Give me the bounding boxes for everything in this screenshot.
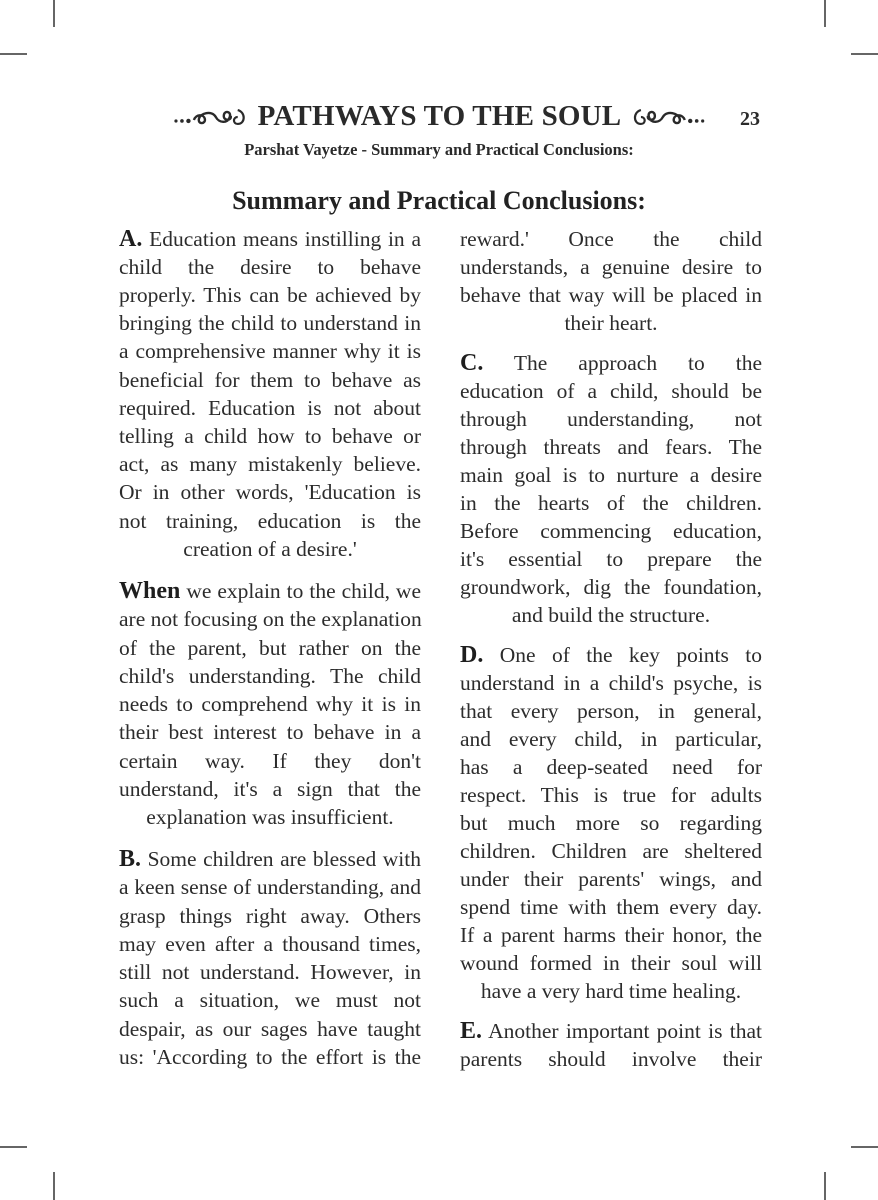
paragraph-first-line bbox=[460, 641, 762, 669]
paragraph-lead: D. bbox=[460, 642, 484, 668]
line-text: despair, as our sages have taught bbox=[119, 1017, 421, 1041]
line-text: we explain to the child, we bbox=[180, 579, 421, 603]
text-line bbox=[119, 930, 421, 958]
line-text: creation of a desire.' bbox=[183, 537, 357, 561]
text-line bbox=[119, 422, 421, 450]
text-line bbox=[460, 809, 762, 837]
line-text: telling a child how to behave or bbox=[119, 424, 421, 448]
text-line bbox=[460, 489, 762, 517]
line-text: it's essential to prepare the bbox=[460, 547, 762, 571]
line-text: certain way. If they don't bbox=[119, 749, 421, 773]
paragraph-first-line bbox=[119, 845, 421, 873]
line-text: main goal is to nurture a desire bbox=[460, 463, 762, 487]
ornament-right-icon bbox=[627, 104, 707, 128]
text-line bbox=[460, 281, 762, 309]
text-line bbox=[460, 753, 762, 781]
crop-mark bbox=[53, 0, 55, 27]
text-line bbox=[119, 803, 421, 831]
text-line bbox=[460, 725, 762, 753]
line-text: groundwork, dig the foundation, bbox=[460, 575, 762, 599]
line-text: wound formed in their soul will bbox=[460, 951, 762, 975]
paragraph-lead: E. bbox=[460, 1018, 483, 1044]
text-line bbox=[460, 893, 762, 921]
line-text: Before commencing education, bbox=[460, 519, 762, 543]
line-text: beneficial for them to behave as bbox=[119, 368, 421, 392]
line-text: respect. This is true for adults bbox=[460, 783, 762, 807]
crop-mark bbox=[851, 1146, 878, 1148]
text-line bbox=[119, 507, 421, 535]
line-text: through understanding, not bbox=[460, 407, 762, 431]
text-line bbox=[119, 253, 421, 281]
book-title: PATHWAYS TO THE SOUL bbox=[257, 99, 622, 132]
line-text: and every child, in particular, bbox=[460, 727, 762, 751]
text-line bbox=[460, 461, 762, 489]
line-text: understands, a genuine desire to bbox=[460, 255, 762, 279]
text-line bbox=[460, 377, 762, 405]
line-text: education of a child, should be bbox=[460, 379, 762, 403]
text-line bbox=[460, 1045, 762, 1073]
page-number: 23 bbox=[740, 108, 760, 130]
line-text: and build the structure. bbox=[511, 603, 711, 627]
text-line bbox=[460, 573, 762, 601]
text-line bbox=[119, 450, 421, 478]
line-text: their best interest to behave in a bbox=[119, 720, 421, 744]
line-text: Another important point is that bbox=[482, 1019, 762, 1043]
line-text: but much more so regarding bbox=[460, 811, 762, 835]
text-line bbox=[119, 873, 421, 901]
line-text: One of the key points to bbox=[483, 643, 762, 667]
text-line bbox=[460, 697, 762, 725]
text-line bbox=[119, 902, 421, 930]
paragraph-lead: B. bbox=[119, 846, 142, 872]
text-line bbox=[460, 669, 762, 697]
line-text: act, as many mistakenly believe. bbox=[119, 452, 421, 476]
text-line bbox=[460, 865, 762, 893]
line-text: spend time with them every day. bbox=[460, 895, 762, 919]
line-text: under their parents' wings, and bbox=[460, 867, 762, 891]
line-text: us: 'According to the effort is the bbox=[119, 1045, 421, 1069]
line-text: are not focusing on the explanation bbox=[119, 607, 422, 631]
line-text: has a deep-seated need for bbox=[460, 755, 762, 779]
line-text: needs to comprehend why it is in bbox=[119, 692, 421, 716]
text-line bbox=[119, 1015, 421, 1043]
text-line bbox=[460, 517, 762, 545]
text-line bbox=[119, 986, 421, 1014]
text-line bbox=[119, 662, 421, 690]
text-line bbox=[119, 309, 421, 337]
text-line bbox=[460, 545, 762, 573]
line-text: have a very hard time healing. bbox=[480, 979, 742, 1003]
line-text: properly. This can be achieved by bbox=[119, 283, 421, 307]
text-line bbox=[460, 405, 762, 433]
text-line bbox=[119, 478, 421, 506]
text-line bbox=[460, 837, 762, 865]
paragraph-first-line bbox=[119, 225, 421, 253]
crop-mark bbox=[0, 1146, 27, 1148]
line-text: reward.' Once the child bbox=[460, 227, 762, 251]
line-text: of the parent, but rather on the bbox=[119, 636, 421, 660]
crop-mark bbox=[851, 53, 878, 55]
line-text: bringing the child to understand in bbox=[119, 311, 421, 335]
line-text: their heart. bbox=[564, 311, 658, 335]
line-text: behave that way will be placed in bbox=[460, 283, 762, 307]
line-text: that every person, in general, bbox=[460, 699, 762, 723]
line-text: a comprehensive manner why it is bbox=[119, 339, 421, 363]
paragraph-lead: A. bbox=[119, 226, 143, 252]
paragraph-lead: When bbox=[119, 578, 181, 604]
crop-mark bbox=[824, 1172, 826, 1200]
line-text: If a parent harms their honor, the bbox=[460, 923, 762, 947]
text-line bbox=[119, 775, 421, 803]
text-line bbox=[119, 281, 421, 309]
text-line bbox=[460, 977, 762, 1005]
line-text: child the desire to behave bbox=[119, 255, 421, 279]
text-line bbox=[119, 605, 421, 633]
line-text: parents should involve their bbox=[460, 1047, 762, 1071]
line-text: understand, it's a sign that the bbox=[119, 777, 421, 801]
running-header bbox=[172, 96, 707, 136]
paragraph-first-line bbox=[460, 349, 762, 377]
text-line bbox=[119, 958, 421, 986]
text-line bbox=[460, 921, 762, 949]
line-text: Or in other words, 'Education is bbox=[119, 480, 421, 504]
line-text: understand in a child's psyche, is bbox=[460, 671, 762, 695]
line-text: The approach to the bbox=[483, 351, 762, 375]
line-text: grasp things right away. Others bbox=[119, 904, 421, 928]
paragraph-first-line bbox=[460, 1017, 762, 1045]
ornament-left-icon bbox=[172, 104, 252, 128]
line-text: Education means instilling in a bbox=[142, 227, 421, 251]
text-line bbox=[119, 1043, 421, 1071]
text-line bbox=[119, 747, 421, 775]
line-text: Some children are blessed with bbox=[141, 847, 421, 871]
line-text: in the hearts of the children. bbox=[460, 491, 762, 515]
line-text: may even after a thousand times, bbox=[119, 932, 421, 956]
line-text: not training, education is the bbox=[119, 509, 421, 533]
line-text: such a situation, we must not bbox=[119, 988, 421, 1012]
text-line bbox=[119, 366, 421, 394]
line-text: a keen sense of understanding, and bbox=[119, 875, 421, 899]
text-line bbox=[460, 225, 762, 253]
crop-mark bbox=[824, 0, 826, 27]
text-line bbox=[460, 309, 762, 337]
crop-mark bbox=[53, 1172, 55, 1200]
text-line bbox=[460, 253, 762, 281]
line-text: required. Education is not about bbox=[119, 396, 421, 420]
text-line bbox=[119, 535, 421, 563]
line-text: children. Children are sheltered bbox=[460, 839, 762, 863]
text-line bbox=[460, 601, 762, 629]
text-line bbox=[119, 690, 421, 718]
section-title: Summary and Practical Conclusions: bbox=[232, 186, 646, 215]
paragraph-lead: C. bbox=[460, 350, 484, 376]
text-line bbox=[119, 718, 421, 746]
line-text: child's understanding. The child bbox=[119, 664, 421, 688]
paragraph-first-line bbox=[119, 577, 421, 605]
text-line bbox=[460, 949, 762, 977]
text-line bbox=[460, 433, 762, 461]
text-line bbox=[119, 337, 421, 365]
text-line bbox=[119, 394, 421, 422]
line-text: through threats and fears. The bbox=[460, 435, 762, 459]
crop-mark bbox=[0, 53, 27, 55]
line-text: explanation was insufficient. bbox=[146, 805, 394, 829]
line-text: still not understand. However, in bbox=[119, 960, 421, 984]
chapter-subtitle: Parshat Vayetze - Summary and Practical Conclusions: bbox=[244, 140, 634, 159]
text-line bbox=[460, 781, 762, 809]
text-line bbox=[119, 634, 421, 662]
